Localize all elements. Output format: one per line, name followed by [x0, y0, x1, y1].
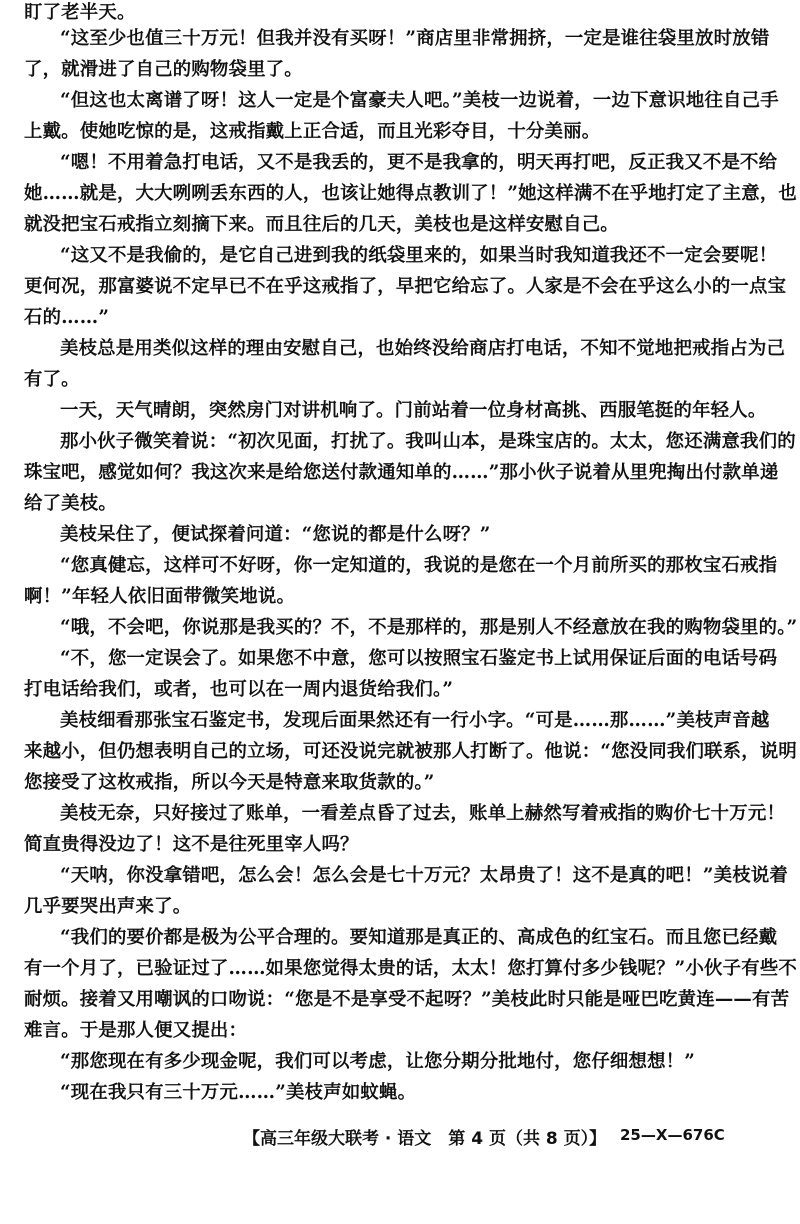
text-line: 那小伙子微笑着说：“初次见面，打扰了。我叫山本，是珠宝店的。太太，您还满意我们的: [60, 431, 796, 452]
text-line: 盯了老半天。: [24, 2, 136, 23]
text-line: “但这也太离谱了呀！这人一定是个富豪夫人吧。”美枝一边说着，一边下意识地往自己手: [60, 90, 779, 111]
text-line: “这至少也值三十万元！但我并没有买呀！”商店里非常拥挤，一定是谁往袋里放时放错: [60, 28, 770, 49]
text-line: 几乎要哭出声来了。: [24, 896, 192, 917]
text-line: 美枝总是用类似这样的理由安慰自己，也始终没给商店打电话，不知不觉地把戒指占为己: [60, 338, 786, 359]
text-line: “这又不是我偷的，是它自己进到我的纸袋里来的，如果当时我知道我还不一定会要呢！: [60, 245, 778, 266]
text-line: 简直贵得没边了！这不是往死里宰人吗？: [24, 834, 359, 855]
text-line: 有一个月了，已验证过了……如果您觉得太贵的话，太太！您打算付多少钱呢？”小伙子有些不: [24, 958, 797, 979]
text-line: 上戴。使她吃惊的是，这戒指戴上正合适，而且光彩夺目，十分美丽。: [24, 121, 601, 142]
text-line: “哦，不会吧，你说那是我买的？不，不是那样的，那是别人不经意放在我的购物袋里的。”: [60, 617, 798, 638]
text-line: 美枝无奈，只好接过了账单，一看差点昏了过去，账单上赫然写着戒指的购价七十万元！: [60, 803, 786, 824]
exam-code: 25—X—676C: [620, 1126, 725, 1144]
text-line: “我们的要价都是极为公平合理的。要知道那是真正的、高成色的红宝石。而且您已经戴: [60, 927, 778, 948]
text-line: “天呐，你没拿错吧，怎么会！怎么会是七十万元？太昂贵了！这不是真的吧！”美枝说着: [60, 865, 789, 886]
text-line: 珠宝吧，感觉如何？我这次来是给您送付款通知单的……”那小伙子说着从里兜掏出付款单递: [24, 462, 779, 483]
text-line: 来越小，但仍想表明自己的立场，可还没说完就被那人打断了。他说：“您没同我们联系，说明: [24, 741, 797, 762]
text-line: “现在我只有三十万元……”美枝声如蚊蝇。: [60, 1082, 417, 1103]
text-line: “嗯！不用着急打电话，又不是我丢的，更不是我拿的，明天再打吧，反正我又不是不给: [60, 152, 778, 173]
text-line: 啊！”年轻人依旧面带微笑地说。: [24, 586, 296, 607]
page-footer-label: 【高三年级大联考 · 语文 第 4 页（共 8 页）】: [243, 1129, 607, 1149]
text-line: 一天，天气晴朗，突然房门对讲机响了。门前站着一位身材高挑、西服笔挺的年轻人。: [60, 400, 767, 421]
text-line: “不，您一定误会了。如果您不中意，您可以按照宝石鉴定书上试用保证后面的电话号码: [60, 648, 778, 669]
text-line: “您真健忘，这样可不好呀，你一定知道的，我说的是您在一个月前所买的那枚宝石戒指: [60, 555, 778, 576]
text-line: 更何况，那富婆说不定早已不在乎这戒指了，早把它给忘了。人家是不会在乎这么小的一点宝: [24, 276, 787, 297]
text-line: 您接受了这枚戒指，所以今天是特意来取货款的。”: [24, 772, 435, 793]
text-line: 打电话给我们，或者，也可以在一周内退货给我们。”: [24, 679, 454, 700]
text-line: 她……就是，大大咧咧丢东西的人，也该让她得点教训了！”她这样满不在乎地打定了主意，也: [24, 183, 797, 204]
text-line: 难言。于是那人便又提出：: [24, 1020, 248, 1041]
text-line: 美枝呆住了，便试探着问道：“您说的都是什么呀？”: [60, 524, 491, 545]
text-line: 给了美枝。: [24, 493, 117, 514]
text-line: 美枝细看那张宝石鉴定书，发现后面果然还有一行小字。“可是……那……”美枝声音越: [60, 710, 770, 731]
text-line: 耐烦。接着又用嘲讽的口吻说：“您是不是享受不起呀？”美枝此时只能是哑巴吃黄连——有苦: [24, 989, 790, 1010]
text-line: 了，就滑进了自己的购物袋里了。: [24, 59, 303, 80]
text-line: 就没把宝石戒指立刻摘下来。而且往后的几天，美枝也是这样安慰自己。: [24, 214, 619, 235]
text-line: “那您现在有多少现金呢，我们可以考虑，让您分期分批地付，您仔细想想！”: [60, 1051, 696, 1072]
text-line: 石的……”: [24, 307, 110, 328]
text-line: 有了。: [24, 369, 80, 390]
